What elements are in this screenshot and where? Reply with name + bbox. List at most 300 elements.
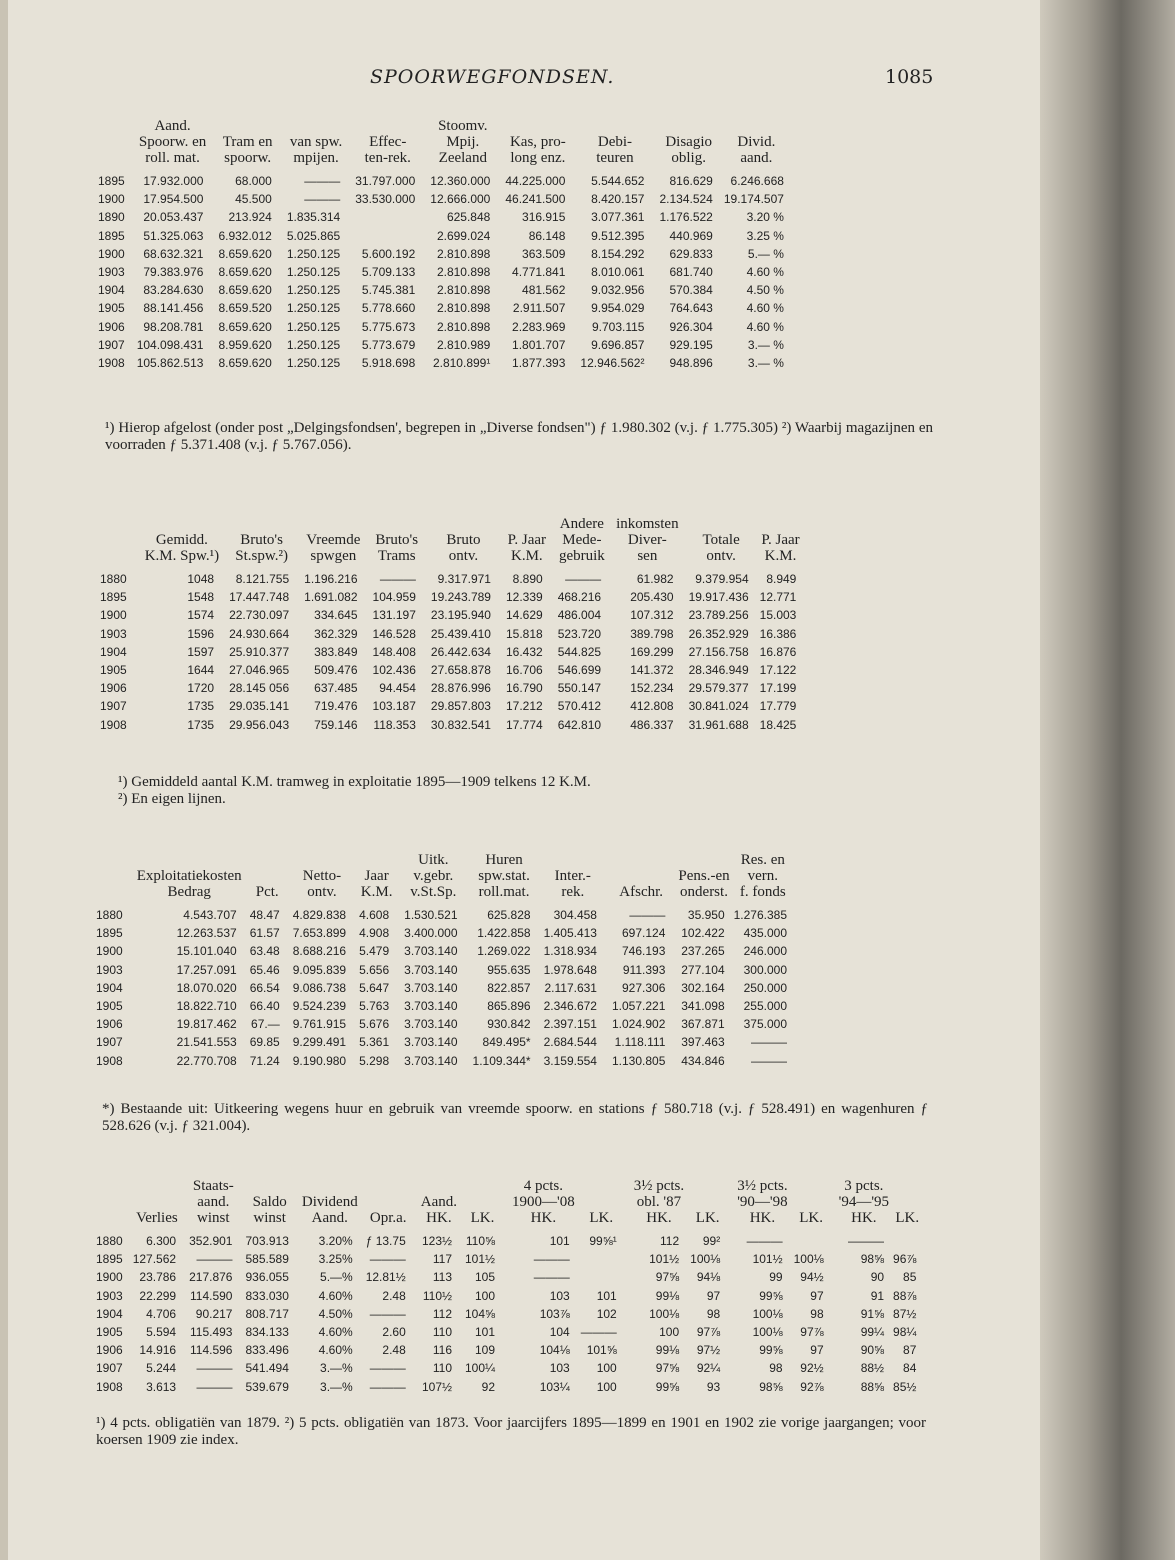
table-cell: 105.862.513 xyxy=(136,356,204,371)
table-row xyxy=(96,1378,921,1396)
table-cell: 5.709.133 xyxy=(361,265,416,280)
table-cell: 4.706 xyxy=(146,1306,177,1321)
table-cell: 100⅛ xyxy=(752,1306,783,1321)
table-cell: 4.829.838 xyxy=(292,908,347,922)
table-cell: 97 xyxy=(810,1288,824,1303)
table-cell: 12.946.562² xyxy=(580,356,645,371)
table-cell: 67.— xyxy=(251,1017,280,1032)
table-cell: 509.476 xyxy=(314,663,358,678)
table-cell: 88⅝ xyxy=(860,1379,885,1394)
table-cell: 2.134.524 xyxy=(659,192,713,207)
table-cell: 383.849 xyxy=(314,644,358,659)
table-cell: 746.193 xyxy=(621,944,666,959)
column-header: Res. en vern. f. fonds xyxy=(739,852,786,900)
table-cell: 100 xyxy=(596,1361,617,1376)
table-cell: 30.832.541 xyxy=(430,717,491,732)
table-row xyxy=(100,570,801,588)
row-year: 1900 xyxy=(98,192,125,207)
column-header: Pens.-en onderst. xyxy=(678,868,730,900)
table-cell: 217.876 xyxy=(189,1270,233,1285)
table-cell: 117 xyxy=(432,1252,452,1267)
column-header: Jaar K.M. xyxy=(360,868,393,900)
table-row xyxy=(100,661,801,679)
column-header: Vreemde spwgen xyxy=(306,532,361,564)
table-cell: 104 xyxy=(549,1325,570,1340)
table-cell: 6.300 xyxy=(146,1234,177,1248)
row-year: 1906 xyxy=(96,1017,123,1032)
table-cell: 5.—% xyxy=(320,1270,353,1285)
column-header: Dividend Aand. xyxy=(301,1194,358,1226)
table-cell: 98 xyxy=(810,1306,824,1321)
table-cell: 9.086.738 xyxy=(292,980,347,995)
table-cell: 9.696.857 xyxy=(591,337,645,352)
column-header xyxy=(96,1178,123,1232)
table-cell: 103 xyxy=(549,1361,570,1376)
table-cell: 930.842 xyxy=(487,1017,531,1032)
table-cell: 412.808 xyxy=(630,699,674,714)
table-cell: 2.283.969 xyxy=(512,319,566,334)
footnote-revenue-2: ²) En eigen lijnen. xyxy=(118,791,226,807)
table-cell: 3.703.140 xyxy=(404,999,458,1014)
table-cell: 99² xyxy=(702,1234,721,1248)
table-cell: 637.485 xyxy=(314,681,358,696)
table-cell: 4.543.707 xyxy=(183,908,237,922)
row-year: 1908 xyxy=(96,1379,123,1394)
table-cell: 17.932.000 xyxy=(143,174,204,188)
table-cell: 116 xyxy=(432,1343,452,1358)
table-row xyxy=(100,679,801,697)
table-cell: 12.771 xyxy=(759,590,797,605)
table-cell: 29.857.803 xyxy=(430,699,491,714)
table-cell: 1.318.934 xyxy=(543,944,597,959)
table-cell: 834.133 xyxy=(245,1325,289,1340)
table-cell: 936.055 xyxy=(245,1270,289,1285)
table-cell: 99⅝ xyxy=(655,1379,680,1394)
table-cell: 112 xyxy=(660,1234,680,1248)
column-header: inkomsten Diver- sen xyxy=(616,516,679,564)
table-row xyxy=(100,643,801,661)
table-cell: 48.47 xyxy=(249,908,280,922)
table-cell: 367.871 xyxy=(681,1017,725,1032)
table-cell: 17.257.091 xyxy=(176,962,237,977)
row-year: 1904 xyxy=(96,1306,123,1321)
table-cell: 90 xyxy=(870,1270,885,1285)
table-cell: 5.778.660 xyxy=(361,301,416,316)
table-cell: 697.124 xyxy=(621,926,666,941)
table-cell: 4.60 % xyxy=(746,319,784,334)
table-cell: 1.250.125 xyxy=(286,301,341,316)
table-cell: 681.740 xyxy=(669,265,713,280)
table-cell: 302.164 xyxy=(681,980,725,995)
table-cell: 17.447.748 xyxy=(229,590,290,605)
table-row xyxy=(100,697,801,715)
table-cell: 31.961.688 xyxy=(688,717,749,732)
table-cell xyxy=(889,1232,921,1250)
book-spine xyxy=(1040,0,1175,1560)
table-row xyxy=(96,1250,921,1268)
table-cell: 440.969 xyxy=(669,228,713,243)
table-cell: 104.959 xyxy=(372,590,416,605)
table-cell: 16.876 xyxy=(759,644,797,659)
table-row xyxy=(98,190,789,208)
row-year: 1908 xyxy=(96,1053,123,1068)
column-header: P. Jaar K.M. xyxy=(761,532,800,564)
table-cell: 16.432 xyxy=(505,644,543,659)
row-year: 1906 xyxy=(100,681,127,696)
table-cell: 3.20 % xyxy=(746,210,784,225)
column-header: Divid. aand. xyxy=(737,134,776,166)
table-cell: 4.908 xyxy=(359,926,390,941)
table-cell: 12.339 xyxy=(505,590,543,605)
table-cell: 1644 xyxy=(187,663,215,678)
table-row xyxy=(96,1268,921,1286)
table-cell: 6.932.012 xyxy=(218,228,272,243)
table-cell: 93 xyxy=(706,1379,721,1394)
table-cell: 99⅝ xyxy=(759,1343,783,1358)
table-cell: 1.835.314 xyxy=(286,210,341,225)
table-cell: 5.773.679 xyxy=(361,337,416,352)
table-cell: 26.352.929 xyxy=(688,626,749,641)
column-header: Verlies xyxy=(136,1210,178,1226)
table-cell: 17.122 xyxy=(759,663,797,678)
table-cell: 1735 xyxy=(187,699,215,714)
table-cell: 808.717 xyxy=(245,1306,289,1321)
table-row xyxy=(96,1323,921,1341)
table-cell: 29.035.141 xyxy=(229,699,290,714)
table-cell: 213.924 xyxy=(228,210,272,225)
table-cell: 7.653.899 xyxy=(292,926,347,941)
column-header: 3½ pcts. '90—'98 HK. xyxy=(737,1178,788,1226)
table-cell: ——— xyxy=(196,1361,233,1376)
row-year: 1905 xyxy=(100,663,127,678)
table-cell: 3.703.140 xyxy=(404,980,458,995)
table-cell: ——— xyxy=(196,1252,233,1267)
table-cell: 9.954.029 xyxy=(591,301,645,316)
row-year: 1903 xyxy=(96,1288,123,1303)
table-cell: 99⅛ xyxy=(655,1288,680,1303)
table-cell: 539.679 xyxy=(245,1379,289,1394)
table-cell: ——— xyxy=(533,1252,570,1267)
row-year: 1908 xyxy=(98,356,125,371)
table-cell: 434.846 xyxy=(681,1053,725,1068)
row-year: 1895 xyxy=(98,174,125,188)
table-cell: 14.916 xyxy=(139,1343,177,1358)
table-cell: 4.50% xyxy=(318,1306,353,1321)
table-cell: 352.901 xyxy=(189,1234,233,1248)
table-row xyxy=(96,1052,792,1070)
table-cell: 629.833 xyxy=(669,246,713,261)
column-header: LK. xyxy=(695,1210,720,1226)
table-cell: 1.176.522 xyxy=(659,210,713,225)
row-year: 1895 xyxy=(100,590,127,605)
column-header: P. Jaar K.M. xyxy=(507,532,546,564)
table-cell: 1.422.858 xyxy=(477,926,531,941)
table-cell: 2.810.898 xyxy=(436,301,491,316)
table-cell: 541.494 xyxy=(245,1361,289,1376)
table-cell: 110⅝ xyxy=(465,1234,496,1248)
row-year: 1905 xyxy=(96,999,123,1014)
table-cell: 25.439.410 xyxy=(430,626,491,641)
table-cell: 833.496 xyxy=(245,1343,289,1358)
table-cell xyxy=(345,227,420,245)
table-cell: 3.—% xyxy=(320,1361,353,1376)
table-cell: 5.298 xyxy=(359,1053,390,1068)
table-cell: 94½ xyxy=(800,1270,824,1285)
table-cell: 1596 xyxy=(187,626,215,641)
table-cell: 341.098 xyxy=(681,999,725,1014)
table-cell: 27.658.878 xyxy=(430,663,491,678)
table-cell: 105 xyxy=(475,1270,496,1285)
table-cell: 1.405.413 xyxy=(543,926,597,941)
footnotes-table-revenue xyxy=(118,774,898,808)
table-row xyxy=(96,1033,792,1051)
table-cell: 316.915 xyxy=(522,210,566,225)
table-cell: 4.50 % xyxy=(746,283,784,298)
table-cell: 6.246.668 xyxy=(730,174,784,188)
table-cell: 97⅝ xyxy=(655,1361,680,1376)
table-cell: 100⅛ xyxy=(752,1325,783,1340)
table-row xyxy=(96,1341,921,1359)
table-cell: 822.857 xyxy=(487,980,531,995)
table-cell: 2.810.898 xyxy=(436,265,491,280)
table-cell: 102.422 xyxy=(681,926,725,941)
table-cell: 101 xyxy=(475,1325,496,1340)
table-cell: 9.299.491 xyxy=(292,1035,347,1050)
table-cell: 66.40 xyxy=(249,999,280,1014)
table-cell: 4.608 xyxy=(359,908,390,922)
table-row xyxy=(96,997,792,1015)
table-cell: 101½ xyxy=(649,1252,680,1267)
table-cell: 17.779 xyxy=(759,699,797,714)
row-year: 1905 xyxy=(96,1325,123,1340)
table-cell: 99⅛ xyxy=(655,1343,680,1358)
table-cell: 4.60% xyxy=(318,1325,353,1340)
table-cell: 29.579.377 xyxy=(688,681,749,696)
table-cell: 4.60 % xyxy=(746,265,784,280)
table-cell: 625.848 xyxy=(446,210,491,225)
table-cell: 87½ xyxy=(893,1306,917,1321)
column-header: 4 pcts. 1900—'08 HK. xyxy=(512,1178,575,1226)
row-year: 1900 xyxy=(98,246,125,261)
table-cell: 94⅛ xyxy=(696,1270,721,1285)
table-cell: 16.386 xyxy=(759,626,797,641)
table-cell: 109 xyxy=(475,1343,496,1358)
table-cell: 97⅞ xyxy=(800,1325,824,1340)
column-header: 3½ pcts. obl. '87 HK. xyxy=(633,1178,685,1226)
table-cell: 12.666.000 xyxy=(430,192,491,207)
table-cell: 642.810 xyxy=(557,717,602,732)
table-cell: 5.763 xyxy=(359,999,390,1014)
column-header: Disagio oblig. xyxy=(665,134,712,166)
table-cell: 12.360.000 xyxy=(430,174,491,188)
table-cell: 3.703.140 xyxy=(404,1035,458,1050)
table-cell: 98¼ xyxy=(893,1325,917,1340)
table-cell: 8.420.157 xyxy=(591,192,645,207)
table-cell: 570.384 xyxy=(669,283,713,298)
table-cell: 570.412 xyxy=(557,699,602,714)
table-cell: 23.789.256 xyxy=(688,608,749,623)
column-header: LK. xyxy=(470,1210,495,1226)
table-cell: 1.118.111 xyxy=(614,1035,666,1050)
table-cell: 5.676 xyxy=(359,1017,390,1032)
table-cell: 46.241.500 xyxy=(505,192,566,207)
table-cell: 97 xyxy=(706,1288,721,1303)
column-header: Saldo winst xyxy=(252,1194,287,1226)
table-row xyxy=(100,606,801,624)
column-header: Afschr. xyxy=(619,884,664,900)
table-cell xyxy=(575,1268,622,1286)
table-cell: 5.544.652 xyxy=(591,174,645,188)
table-cell: 435.000 xyxy=(743,926,788,941)
table-cell: 97½ xyxy=(696,1343,721,1358)
table-cell: ƒ 13.75 xyxy=(365,1234,406,1248)
table-cell: 719.476 xyxy=(314,699,358,714)
table-cell: 9.190.980 xyxy=(292,1053,347,1068)
table-cell: 115.493 xyxy=(189,1325,233,1340)
table-cell: 2.810.899¹ xyxy=(432,356,491,371)
table-cell: 104⅛ xyxy=(539,1343,570,1358)
table-cell: 1.250.125 xyxy=(286,283,341,298)
column-header: Huren spw.stat. roll.mat. xyxy=(478,852,530,900)
table-cell: ——— xyxy=(196,1379,233,1394)
table-row xyxy=(96,961,792,979)
table-row xyxy=(98,208,789,226)
table-cell: 66.54 xyxy=(249,980,280,995)
table-cell: 100⅛ xyxy=(690,1252,721,1267)
column-header: Pct. xyxy=(255,884,279,900)
table-cell: 764.643 xyxy=(669,301,713,316)
table-row xyxy=(98,245,789,263)
table-cell: 5.479 xyxy=(359,944,390,959)
row-year: 1880 xyxy=(100,572,127,586)
table-cell: 99⅝¹ xyxy=(589,1234,617,1248)
table-cell: 546.699 xyxy=(557,663,602,678)
column-header xyxy=(100,516,127,570)
table-row xyxy=(98,281,789,299)
table-cell: 15.003 xyxy=(759,608,797,623)
table-cell: 141.372 xyxy=(630,663,674,678)
table-row xyxy=(98,318,789,336)
row-year: 1903 xyxy=(98,265,125,280)
table-cell: 104.098.431 xyxy=(136,337,204,352)
table-cell: 22.770.708 xyxy=(176,1053,237,1068)
table-row xyxy=(96,979,792,997)
table-cell: 88.141.456 xyxy=(143,301,204,316)
table-cell: 865.896 xyxy=(487,999,531,1014)
table-cell: 97⅞ xyxy=(696,1325,721,1340)
table-cell: 304.458 xyxy=(553,908,597,922)
table-cell: 22.730.097 xyxy=(229,608,290,623)
table-cell: 389.798 xyxy=(630,626,674,641)
column-header: 3 pcts. '94—'95 HK. xyxy=(838,1178,890,1226)
column-header: Stoomv. Mpij. Zeeland xyxy=(438,118,488,166)
table-cell: 99¼ xyxy=(860,1325,885,1340)
table-cell: 955.635 xyxy=(487,962,531,977)
table-cell: 550.147 xyxy=(557,681,602,696)
table-cell: 833.030 xyxy=(245,1288,289,1303)
table-cell: 18.822.710 xyxy=(176,999,237,1014)
table-cell: 146.528 xyxy=(372,626,416,641)
row-year: 1880 xyxy=(96,1234,123,1248)
table-cell: 99⅝ xyxy=(759,1288,783,1303)
row-year: 1895 xyxy=(98,228,125,243)
table-cell: 5.600.192 xyxy=(361,246,416,261)
table-cell: 110 xyxy=(432,1325,452,1340)
table-cell: 250.000 xyxy=(743,980,788,995)
table-cell: 3.— % xyxy=(747,356,784,371)
table-row xyxy=(98,172,789,190)
table-cell: 100 xyxy=(659,1325,680,1340)
column-header: Kas, pro- long enz. xyxy=(509,134,566,166)
table-cell: 5.647 xyxy=(359,980,390,995)
table-row xyxy=(96,1232,921,1250)
page-left-edge xyxy=(0,0,8,1560)
table-cell xyxy=(345,208,420,226)
column-header: Aand. Spoorw. en roll. mat. xyxy=(138,118,207,166)
table-cell: 28.145 056 xyxy=(229,681,290,696)
column-header: Debi- teuren xyxy=(596,134,634,166)
table-cell: 98 xyxy=(706,1306,721,1321)
table-cell: 22.299 xyxy=(139,1288,177,1303)
table-cell: 9.095.839 xyxy=(292,962,347,977)
table-cell: 27.156.758 xyxy=(688,644,749,659)
table-cell: 98⅝ xyxy=(759,1379,783,1394)
table-cell: 84 xyxy=(903,1361,917,1376)
table-cell: ——— xyxy=(304,174,341,188)
table-cell: 2.48 xyxy=(382,1288,406,1303)
table-cell: 12.81½ xyxy=(365,1270,406,1285)
table-cell: ——— xyxy=(629,908,666,922)
column-header: Totale ontv. xyxy=(702,532,740,564)
table-cell: 8.659.520 xyxy=(218,301,272,316)
table-cell: 2.346.672 xyxy=(543,999,597,1014)
table-cell: 88½ xyxy=(860,1361,885,1376)
row-year: 1905 xyxy=(98,301,125,316)
table-row xyxy=(96,1015,792,1033)
table-cell: 2.60 xyxy=(382,1325,406,1340)
table-cell: 3.613 xyxy=(146,1379,177,1394)
table-cell: 101 xyxy=(549,1234,570,1248)
table-cell: 8.949 xyxy=(766,572,797,586)
table-cell: 3.20% xyxy=(318,1234,353,1248)
table-cell: 85 xyxy=(903,1270,917,1285)
table-cell: 127.562 xyxy=(132,1252,177,1267)
table-cell: 1574 xyxy=(187,608,215,623)
table-cell: 1735 xyxy=(187,717,215,732)
column-header: Exploitatiekosten Bedrag xyxy=(136,868,242,900)
table-cell: 8.890 xyxy=(512,572,543,586)
table-cell: 8.154.292 xyxy=(591,246,645,261)
table-cell: 1.269.022 xyxy=(477,944,531,959)
header-row xyxy=(96,1178,921,1232)
table-cell: 25.910.377 xyxy=(229,644,290,659)
table-cell: 169.299 xyxy=(630,644,674,659)
table-row xyxy=(96,942,792,960)
table-cell: 4.60% xyxy=(318,1288,353,1303)
table-cell: 9.703.115 xyxy=(591,319,645,334)
table-cell: 110½ xyxy=(422,1288,452,1303)
running-head-title: SPOORWEGFONDSEN. xyxy=(370,66,615,88)
table-row xyxy=(96,1305,921,1323)
table-cell: 100 xyxy=(475,1288,496,1303)
table-cell: 79.383.976 xyxy=(143,265,204,280)
table-cell: ——— xyxy=(533,1270,570,1285)
footnote-table-balance: ¹) Hierop afgelost (onder post „Delgingsfondsen', begrepen in „Diverse fondsen") ƒ 1.980.302 (v.j. ƒ 1.775.305) ²) Waarbij magazijnen en voorraden ƒ 5.371.408 (v.j. ƒ 5.767.056). xyxy=(105,420,933,453)
table-cell: 33.530.000 xyxy=(355,192,416,207)
table-cell: 237.265 xyxy=(681,944,725,959)
table-cell: 27.046.965 xyxy=(229,663,290,678)
table-cell: 92 xyxy=(481,1379,496,1394)
